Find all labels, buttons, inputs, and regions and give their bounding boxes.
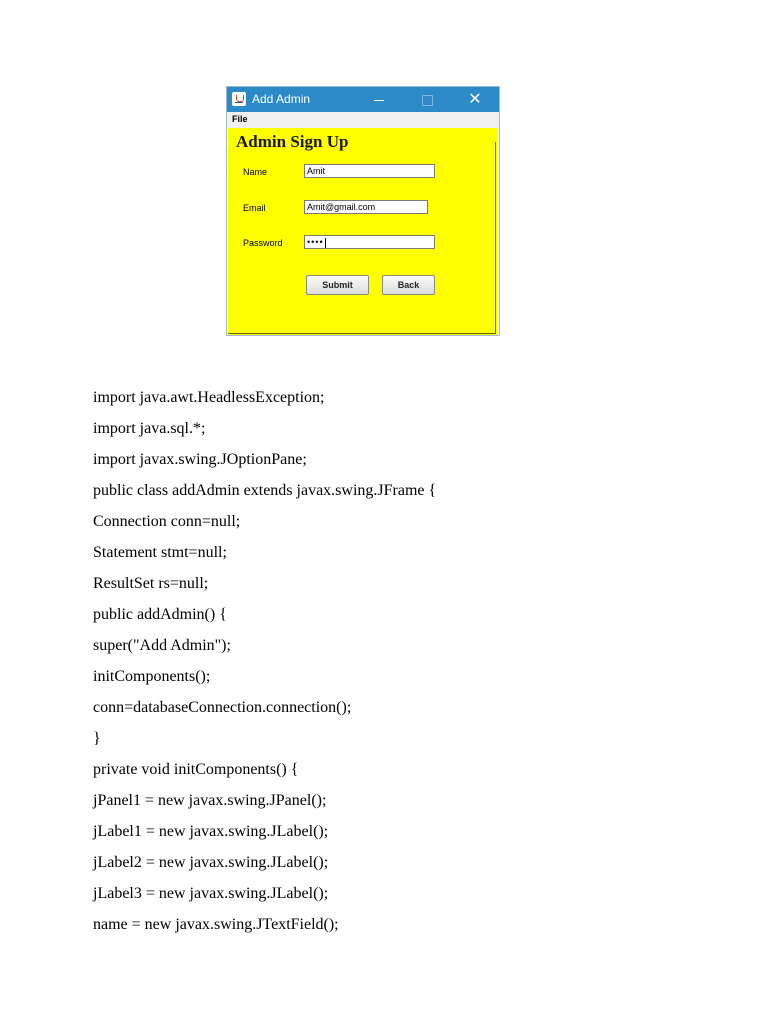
name-label: Name — [243, 167, 268, 177]
code-line: private void initComponents() { — [93, 761, 299, 778]
minimize-button[interactable] — [359, 87, 399, 112]
window-titlebar — [227, 87, 499, 112]
code-line: initComponents(); — [93, 668, 211, 685]
code-line: super("Add Admin"); — [93, 637, 231, 654]
code-line: import java.sql.*; — [93, 420, 206, 437]
code-line: Connection conn=null; — [93, 513, 241, 530]
code-line: public class addAdmin extends javax.swing.JFrame { — [93, 482, 437, 499]
code-line: ResultSet rs=null; — [93, 575, 209, 592]
code-line: name = new javax.swing.JTextField(); — [93, 916, 339, 933]
text-caret — [325, 238, 326, 248]
maximize-button[interactable] — [407, 87, 447, 112]
panel-border-right — [495, 142, 496, 334]
code-line: Statement stmt=null; — [93, 544, 227, 561]
back-button[interactable]: Back — [382, 275, 435, 295]
add-admin-window-screenshot — [226, 86, 500, 336]
code-line: jLabel2 = new javax.swing.JLabel(); — [93, 854, 329, 871]
window-title: Add Admin — [252, 92, 311, 106]
menu-file[interactable]: File — [232, 114, 248, 124]
code-line: jPanel1 = new javax.swing.JPanel(); — [93, 792, 327, 809]
submit-button[interactable]: Submit — [306, 275, 369, 295]
code-line: import java.awt.HeadlessException; — [93, 389, 325, 406]
code-line: public addAdmin() { — [93, 606, 227, 623]
code-line: } — [93, 730, 101, 747]
password-label: Password — [243, 238, 283, 248]
code-line: jLabel3 = new javax.swing.JLabel(); — [93, 885, 329, 902]
menu-bar — [227, 112, 499, 128]
panel-border-bottom — [228, 333, 496, 334]
sign-up-panel — [228, 128, 498, 335]
code-line: import javax.swing.JOptionPane; — [93, 451, 307, 468]
minimize-icon — [374, 100, 384, 101]
name-field[interactable]: Amit — [304, 164, 435, 178]
code-line: jLabel1 = new javax.swing.JLabel(); — [93, 823, 329, 840]
email-label: Email — [243, 203, 266, 213]
panel-heading: Admin Sign Up — [236, 132, 349, 151]
close-button[interactable]: ✕ — [468, 91, 482, 108]
password-field[interactable] — [304, 235, 435, 249]
code-line: conn=databaseConnection.connection(); — [93, 699, 352, 716]
maximize-icon — [422, 95, 433, 106]
code-listing — [93, 389, 436, 947]
password-mask: •••• — [307, 237, 324, 247]
java-app-icon — [232, 92, 246, 106]
email-field[interactable]: Amit@gmail.com — [304, 200, 428, 214]
